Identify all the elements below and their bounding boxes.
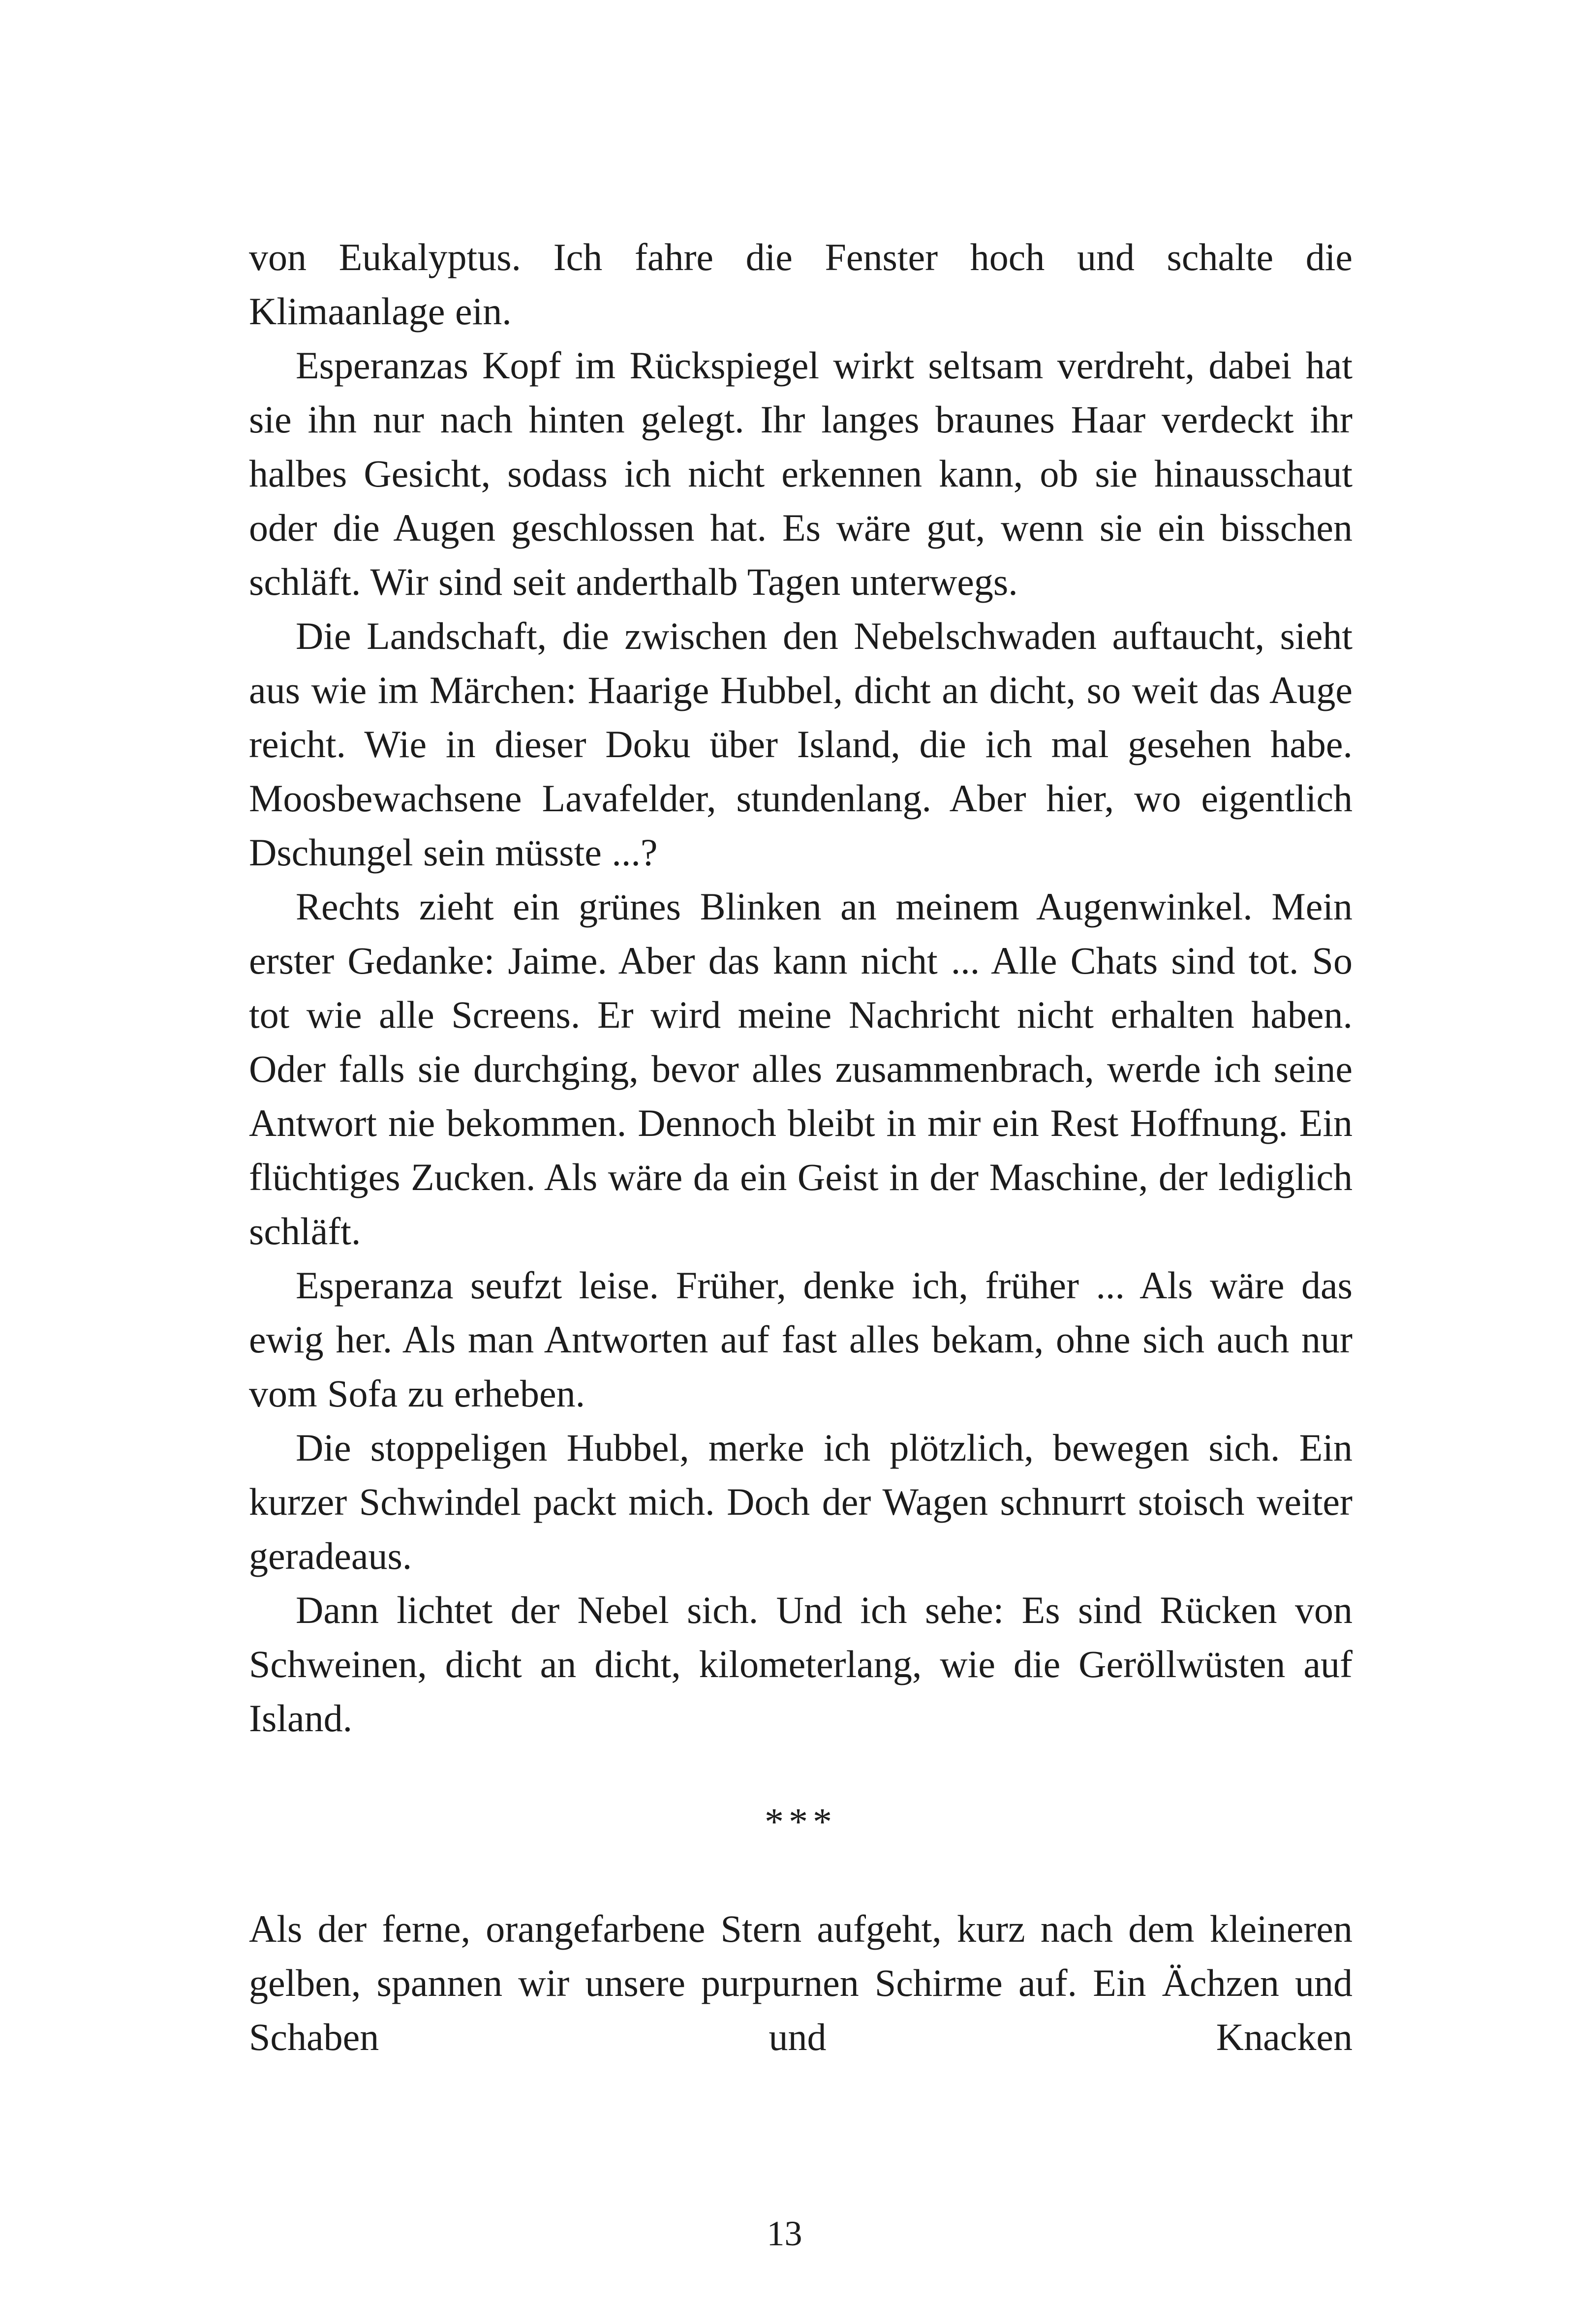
page-number: 13 <box>767 2214 802 2253</box>
paragraph: Dann lichtet der Nebel sich. Und ich sehe: Es sind Rücken von Schweinen, dicht an dicht, kilometerlang, wie die Geröllwüsten auf Island. <box>249 1589 1353 1740</box>
body-text <box>249 230 1353 2064</box>
paragraph: Die Landschaft, die zwischen den Nebelschwaden auftaucht, sieht aus wie im Märchen: Haarige Hubbel, dicht an dicht, so weit das Auge reicht. Wie in dieser Doku über Island, die ich mal gesehen habe. Moosbewachsene Lavafelder, stundenlang. Aber hier, wo eigentlich Dschungel sein müsste ...? <box>249 614 1353 874</box>
paragraph: Die stoppeligen Hubbel, merke ich plötzlich, bewegen sich. Ein kurzer Schwindel packt mich. Doch der Wagen schnurrt stoisch weiter geradeaus. <box>249 1426 1353 1577</box>
paragraph: von Eukalyptus. Ich fahre die Fenster hoch und schalte die Klimaanlage ein. <box>249 236 1353 333</box>
paragraph: Als der ferne, orangefarbene Stern aufgeht, kurz nach dem kleineren gelben, spannen wir unsere purpurnen Schirme auf. Ein Ächzen und Schaben und Knacken <box>249 1907 1353 2058</box>
paragraph: Rechts zieht ein grünes Blinken an meinem Augenwinkel. Mein erster Gedanke: Jaime. Aber das kann nicht ... Alle Chats sind tot. So tot wie alle Screens. Er wird meine Nachricht nicht erhalten haben. Oder falls sie durchging, bevor alles zusammenbrach, werde ich seine Antwort nie bekommen. Dennoch bleibt in mir ein Rest Hoffnung. Ein flüchtiges Zucken. Als wäre da ein Geist in der Maschine, der lediglich schläft. <box>249 885 1353 1253</box>
paragraph: Esperanza seufzt leise. Früher, denke ich, früher ... Als wäre das ewig her. Als man Antworten auf fast alles bekam, ohne sich auch nur vom Sofa zu erheben. <box>249 1264 1353 1415</box>
section-break: *** <box>765 1800 837 1843</box>
paragraph: Esperanzas Kopf im Rückspiegel wirkt seltsam verdreht, dabei hat sie ihn nur nach hinten gelegt. Ihr langes braunes Haar verdeckt ihr halbes Gesicht, sodass ich nicht erkennen kann, ob sie hinausschaut oder die Augen geschlossen hat. Es wäre gut, wenn sie ein bisschen schläft. Wir sind seit anderthalb Tagen unterwegs. <box>249 344 1353 603</box>
